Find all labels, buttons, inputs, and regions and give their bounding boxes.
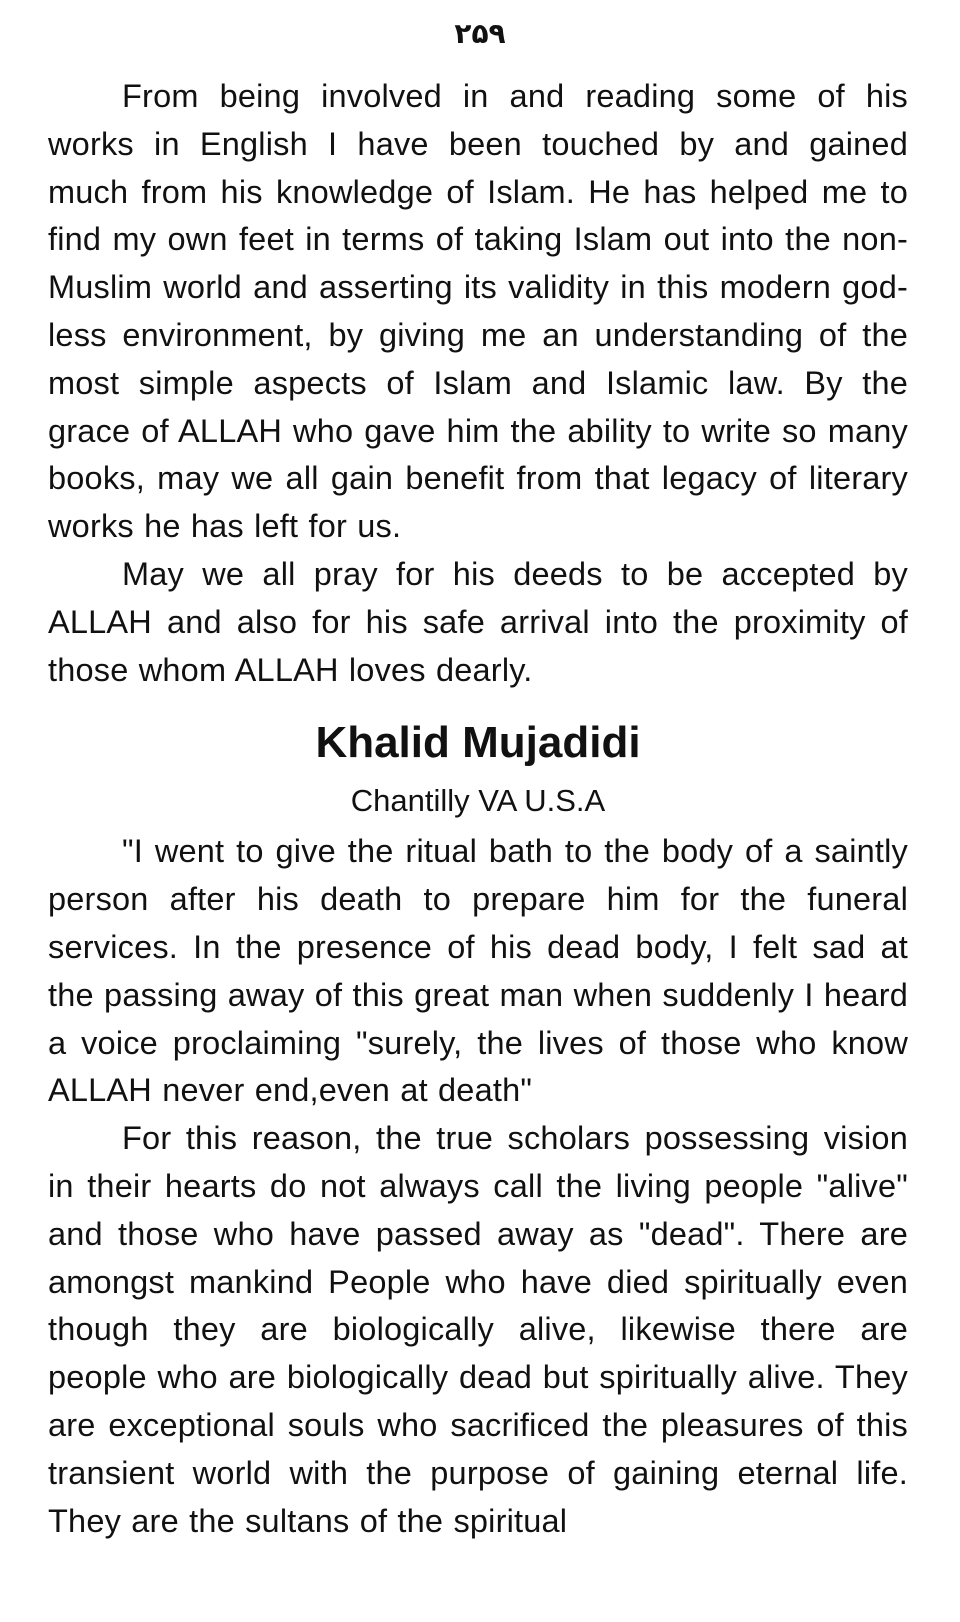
paragraph: "I went to give the ritual bath to the body of a saintly person after his death to prepare him for the funeral services. In the presence of his dead body, I felt sad at the passing away of this great man when suddenly I heard a voice proclaiming "surely, the lives of those who know ALLAH never end,even at death" xyxy=(48,833,908,1109)
author-name-heading: Khalid Mujadidi xyxy=(315,718,641,768)
author-location: Chantilly VA U.S.A xyxy=(350,783,606,819)
paragraph: May we all pray for his deeds to be accepted by ALLAH and also for his safe arrival into the proximity of those whom ALLAH loves dearly. xyxy=(48,555,908,688)
paragraph: For this reason, the true scholars possessing vision in their hearts do not always call the living people "alive" and those who have passed away as "dead". There are amongst mankind People who have died spiritually even though they are biologically alive, likewise there are people who are biologically dead but spiritually alive. They are exceptional souls who sacrificed the pleasures of this transient world with the purpose of gaining eternal life. They are the sultans of the spiritual xyxy=(48,1120,908,1539)
document-body xyxy=(48,73,908,1545)
paragraph: From being involved in and reading some of his works in English I have been touched by and gained much from his knowledge of Islam. He has helped me to find my own feet in terms of taking Islam out into the non-Muslim world and asserting its validity in this modern god-less environment, by giving me an understanding of the most simple aspects of Islam and Islamic law. By the grace of ALLAH who gave him the ability to write so many books, may we all gain benefit from that legacy of literary works he has left for us. xyxy=(48,78,908,545)
page-number: ۲۵۹ xyxy=(454,17,506,50)
